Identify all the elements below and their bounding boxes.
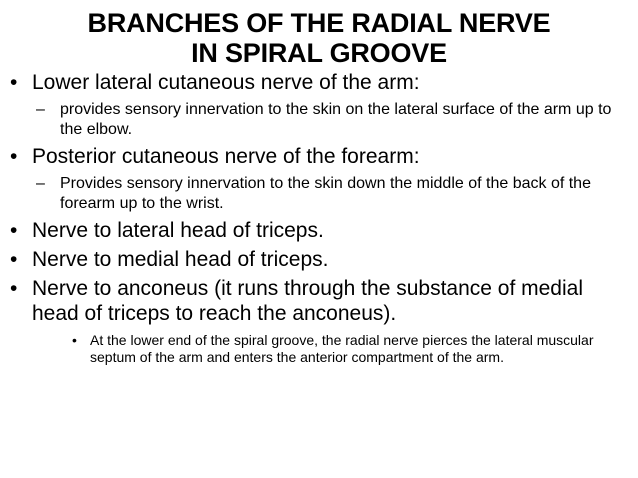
- sub-sub-bullet-text: At the lower end of the spiral groove, the radial nerve pierces the lateral muscular septum of the arm and enters the anterior compartment of the arm.: [90, 332, 594, 365]
- dash-bullet-icon: –: [36, 175, 45, 192]
- bullet-list: [10, 66, 630, 366]
- title-line-1: BRANCHES OF THE RADIAL NERVE: [87, 8, 551, 38]
- sub-bullet-item: [10, 174, 630, 214]
- bullet-text: Nerve to lateral head of triceps.: [32, 219, 324, 242]
- title-line-2: IN SPIRAL GROOVE: [191, 38, 447, 68]
- sub-sub-bullet-item: [10, 332, 630, 366]
- bullet-dot-icon: •: [10, 248, 18, 271]
- bullet-item-medial-head: [10, 247, 630, 272]
- bullet-dot-icon: •: [10, 71, 18, 94]
- bullet-item-lateral-head: [10, 218, 630, 243]
- sub-bullet-item: [10, 100, 630, 140]
- bullet-item-lower-lateral-cutaneous: [10, 70, 630, 95]
- slide-title: [0, 8, 638, 68]
- bullet-dot-icon: •: [10, 277, 18, 300]
- bullet-dot-icon: •: [10, 145, 18, 168]
- bullet-dot-icon: •: [72, 332, 77, 348]
- bullet-item-posterior-cutaneous: [10, 144, 630, 169]
- bullet-text: Posterior cutaneous nerve of the forearm:: [32, 145, 420, 168]
- dash-bullet-icon: –: [36, 101, 45, 118]
- bullet-text: Nerve to medial head of triceps.: [32, 248, 329, 271]
- sub-bullet-text: provides sensory innervation to the skin on the lateral surface of the arm up to the elbow.: [60, 101, 612, 138]
- sub-bullet-text: Provides sensory innervation to the skin down the middle of the back of the forearm up to the wrist.: [60, 175, 591, 212]
- bullet-text: Nerve to anconeus (it runs through the substance of medial head of triceps to reach the anconeus).: [32, 277, 583, 325]
- bullet-dot-icon: •: [10, 219, 18, 242]
- bullet-text: Lower lateral cutaneous nerve of the arm:: [32, 71, 420, 94]
- bullet-item-anconeus: [10, 276, 630, 326]
